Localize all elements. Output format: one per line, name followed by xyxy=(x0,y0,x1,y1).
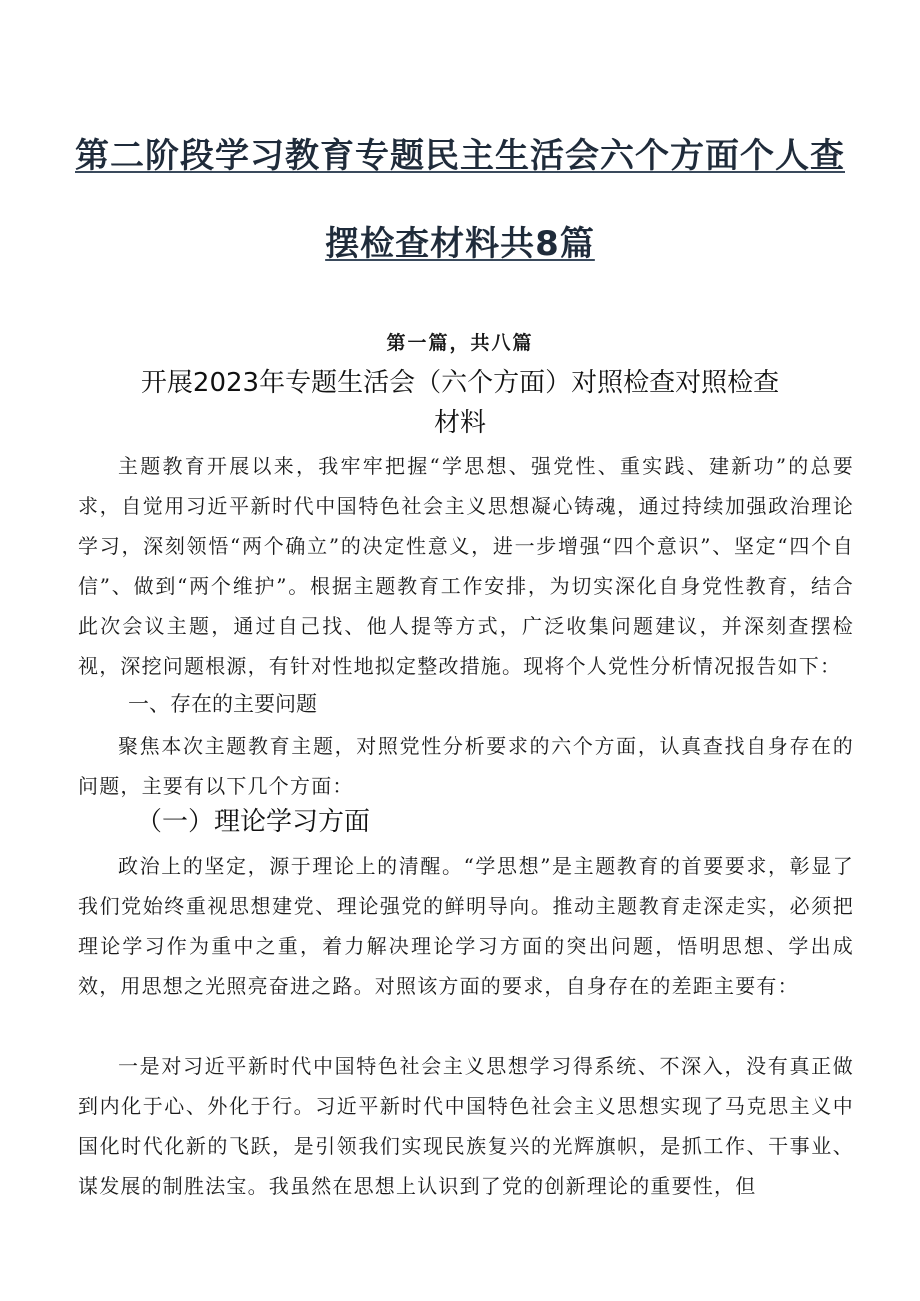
paragraph-intro: 主题教育开展以来，我牢牢把握“学思想、强党性、重实践、建新功”的总要求，自觉用习近平新时代中国特色社会主义思想凝心铸魂，通过持续加强政治理论学习，深刻领悟“两个确立”的决定性意义，进一步增强“四个意识”、坚定“四个自信”、做到“两个维护”。根据主题教育工作安排，为切实深化自身党性教育，结合此次会议主题，通过自己找、他人提等方式，广泛收集问题建议，并深刻查摆检视，深挖问题根源，有针对性地拟定整改措施。现将个人党性分析情况报告如下： xyxy=(78,454,854,678)
section-heading-main-problems: 一、存在的主要问题 xyxy=(128,692,317,716)
subtitle-line-1: 开展2023年专题生活会（六个方面）对照检查对照检查 xyxy=(140,368,780,398)
part-label: 第一篇，共八篇 xyxy=(386,332,534,354)
paragraph-point-one: 一是对习近平新时代中国特色社会主义思想学习得系统、不深入，没有真正做到内化于心、外化于行。习近平新时代中国特色社会主义思想实现了马克思主义中国化时代化新的飞跃，是引领我们实现民族复兴的光辉旗帜，是抓工作、干事业、谋发展的制胜法宝。我虽然在思想上认识到了党的创新理论的重要性，但 xyxy=(78,1054,854,1198)
document-title-line-1: 第二阶段学习教育专题民主生活会六个方面个人查 xyxy=(75,136,845,176)
subsection-heading-theory-study: （一）理论学习方面 xyxy=(136,807,371,837)
subtitle-line-2: 材料 xyxy=(433,408,486,438)
paragraph-focus: 聚焦本次主题教育主题，对照党性分析要求的六个方面，认真查找自身存在的问题，主要有以下几个方面： xyxy=(78,734,854,798)
paragraph-theory: 政治上的坚定，源于理论上的清醒。“学思想”是主题教育的首要要求，彰显了我们党始终重视思想建党、理论强党的鲜明导向。推动主题教育走深走实，必须把理论学习作为重中之重，着力解决理论学习方面的突出问题，悟明思想、学出成效，用思想之光照亮奋进之路。对照该方面的要求，自身存在的差距主要有： xyxy=(78,854,854,998)
document-title-line-2: 摆检查材料共8篇 xyxy=(325,224,595,264)
